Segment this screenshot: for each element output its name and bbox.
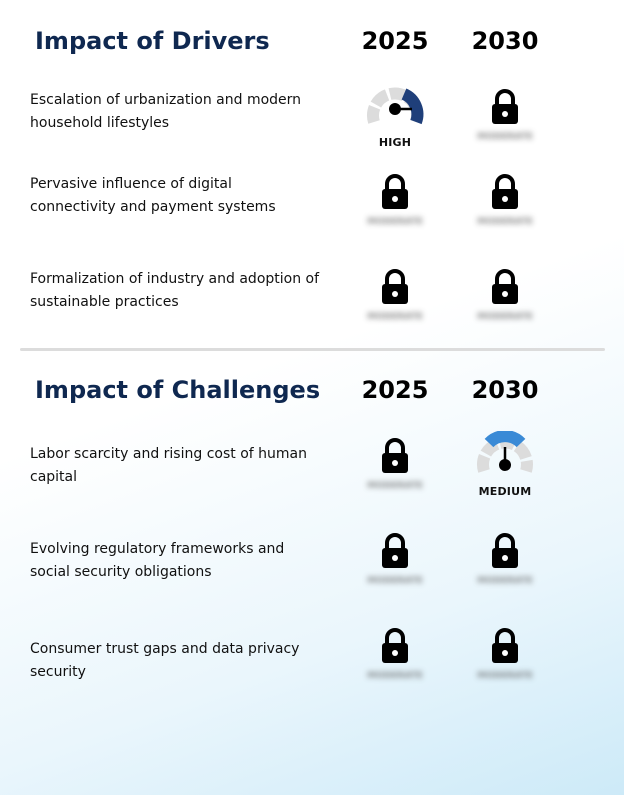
challenge-cell-2025 (350, 627, 440, 707)
drivers-title: Impact of Drivers (35, 27, 270, 55)
hidden-level-label: MODERATE (367, 217, 423, 227)
hidden-level-label: MODERATE (477, 576, 533, 586)
challenge-label: Evolving regulatory frameworks and social security obligations (30, 541, 285, 580)
driver-cell-2030 (460, 173, 550, 253)
hidden-level-label: MODERATE (477, 312, 533, 322)
hidden-level-label: MODERATE (477, 671, 533, 681)
gauge-level-label: HIGH (378, 136, 412, 149)
driver-row (0, 173, 624, 253)
driver-label: Pervasive influence of digital connectivity and payment systems (30, 176, 276, 215)
challenges-year-2025: 2025 (361, 376, 429, 404)
gauge-high-icon (364, 82, 426, 130)
challenges-section (0, 376, 624, 706)
challenge-label: Consumer trust gaps and data privacy security (30, 641, 300, 680)
section-divider (20, 348, 605, 351)
lock-icon (380, 268, 410, 306)
challenge-cell-2030 (460, 532, 550, 612)
challenge-label: Labor scarcity and rising cost of human capital (30, 446, 307, 485)
challenge-cell-2025 (350, 437, 440, 517)
lock-icon (490, 88, 520, 126)
hidden-level-label: MODERATE (367, 671, 423, 681)
challenge-cell-2030 (460, 437, 550, 517)
driver-row (0, 268, 624, 348)
lock-icon (490, 627, 520, 665)
challenge-row (0, 437, 624, 517)
challenge-row (0, 532, 624, 612)
lock-icon (380, 173, 410, 211)
hidden-level-label: MODERATE (367, 481, 423, 491)
hidden-level-label: MODERATE (477, 132, 533, 142)
challenge-cell-2030 (460, 627, 550, 707)
driver-cell-2025 (350, 268, 440, 348)
lock-icon (490, 532, 520, 570)
drivers-year-2025: 2025 (361, 27, 429, 55)
drivers-section (0, 27, 624, 347)
driver-cell-2030 (460, 268, 550, 348)
driver-cell-2025 (350, 173, 440, 253)
lock-icon (490, 268, 520, 306)
gauge-medium-icon (474, 431, 536, 479)
lock-icon (380, 627, 410, 665)
challenges-year-2030: 2030 (471, 376, 539, 404)
driver-label: Formalization of industry and adoption of sustainable practices (30, 271, 320, 310)
lock-icon (380, 437, 410, 475)
drivers-year-2030: 2030 (471, 27, 539, 55)
driver-cell-2025 (350, 88, 440, 168)
gauge-level-label: MEDIUM (478, 485, 532, 498)
hidden-level-label: MODERATE (367, 312, 423, 322)
hidden-level-label: MODERATE (367, 576, 423, 586)
hidden-level-label: MODERATE (477, 217, 533, 227)
challenge-cell-2025 (350, 532, 440, 612)
lock-icon (490, 173, 520, 211)
driver-cell-2030 (460, 88, 550, 168)
challenge-row (0, 627, 624, 707)
driver-label: Escalation of urbanization and modern household lifestyles (30, 92, 302, 131)
challenges-title: Impact of Challenges (35, 376, 321, 404)
lock-icon (380, 532, 410, 570)
driver-row (0, 88, 624, 168)
